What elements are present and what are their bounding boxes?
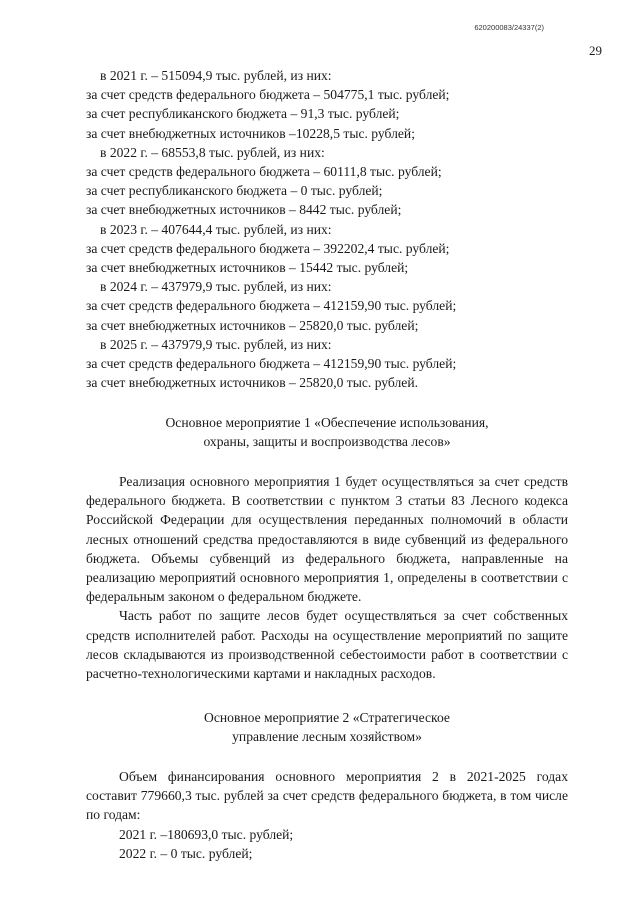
funding-line: за счет внебюджетных источников – 15442 тыс. рублей; [86,260,409,276]
section1-heading [86,413,568,451]
page-number: 29 [589,43,602,58]
section1-paragraph: Реализация основного мероприятия 1 будет осуществляться за счет средств федерального бюджета. В соответствии с пунктом 3 статьи 83 Лесного кодекса Российской Федерации для осуществления переданных полномочий в области лесных отношений средства предоставляются в виде субвенций из федерального бюджета. Объемы субвенций из федерального бюджета, направленные на реализацию мероприятий основного мероприятия 1, определены в соответствии с федеральным законом о федеральном бюджете. [86,474,568,605]
funding-line: за счет средств федерального бюджета – 504775,1 тыс. рублей; [86,87,450,103]
section1-heading-line: Основное мероприятие 1 «Обеспечение использования, [165,415,489,430]
funding-line: в 2023 г. – 407644,4 тыс. рублей, из них: [100,221,332,237]
funding-line: в 2024 г. – 437979,9 тыс. рублей, из них: [100,279,332,295]
funding-line: за счет внебюджетных источников – 8442 тыс. рублей; [86,202,402,218]
funding-line: за счет средств федерального бюджета – 412159,90 тыс. рублей; [86,298,457,314]
section2-paragraph: Объем финансирования основного мероприятия 2 в 2021-2025 годах составит 779660,3 тыс. рублей за счет средств федерального бюджета, в том числе по годам: [86,769,568,823]
funding-line: за счет внебюджетных источников –10228,5 тыс. рублей; [86,125,415,141]
funding-line: за счет средств федерального бюджета – 412159,90 тыс. рублей; [86,356,457,372]
section2-heading-line: Основное мероприятие 2 «Стратегическое [204,710,450,725]
funding-line: за счет средств федерального бюджета – 60111,8 тыс. рублей; [86,164,442,180]
funding-list [86,66,568,392]
funding-line: в 2022 г. – 68553,8 тыс. рублей, из них: [100,144,325,160]
funding-line: за счет внебюджетных источников – 25820,0 тыс. рублей. [86,375,418,391]
document-id: 620200083/24337(2) [474,23,544,32]
section2-heading-line: управление лесным хозяйством» [232,729,422,745]
section1-body [86,472,568,683]
funding-line: за счет средств федерального бюджета – 392202,4 тыс. рублей; [86,240,450,256]
funding-line: за счет республиканского бюджета – 0 тыс. рублей; [86,183,383,199]
section1-paragraph: Часть работ по защите лесов будет осуществляться за счет собственных средств исполнителей работ. Расходы на осуществление мероприятий по защите лесов складываются из производственной себестоимости работ в соответствии с расчетно-технологическими картами и накладных расходов. [86,608,568,682]
section1-heading-line: охраны, защиты и воспроизводства лесов» [203,434,451,450]
section2-heading [86,708,568,746]
funding-line: за счет внебюджетных источников – 25820,0 тыс. рублей; [86,317,419,333]
section2-body [86,767,568,863]
funding-line: в 2021 г. – 515094,9 тыс. рублей, из них: [100,68,332,83]
funding-line: в 2025 г. – 437979,9 тыс. рублей, из них: [100,336,332,352]
funding-line: за счет республиканского бюджета – 91,3 тыс. рублей; [86,106,400,122]
section2-year-line: 2021 г. –180693,0 тыс. рублей; [119,826,294,842]
section2-year-line: 2022 г. – 0 тыс. рублей; [119,845,253,861]
